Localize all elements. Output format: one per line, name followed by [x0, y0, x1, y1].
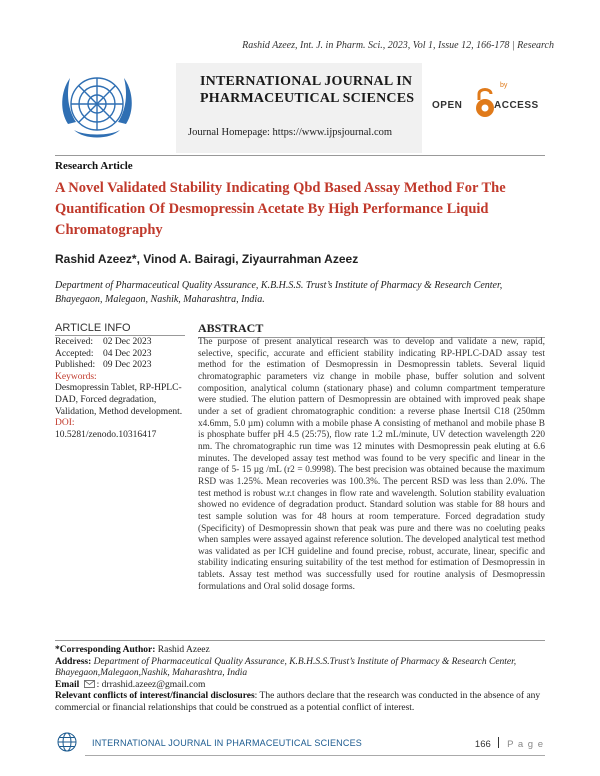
footer-journal-name: INTERNATIONAL JOURNAL IN PHARMACEUTICAL SCIENCES — [92, 738, 362, 748]
open-access-open-text: OPEN — [432, 100, 463, 111]
open-access-by-text: by — [500, 82, 508, 89]
journal-header-box — [176, 63, 422, 153]
author-list: Rashid Azeez*, Vinod A. Bairagi, Ziyaurrahman Azeez — [55, 252, 359, 266]
address-text: Department of Pharmaceutical Quality Assurance, K.B.H.S.S.Trust’s Institute of Pharmacy & Research Center, Bhayegaon,Malegaon,Nashik, Maharashtra, India — [55, 656, 517, 678]
received-label: Received: — [55, 337, 93, 347]
article-title: A Novel Validated Stability Indicating Qbd Based Assay Method For The Quantification Of Desmopressin Acetate By High Performance Liquid Chromatography — [55, 180, 506, 238]
email — [55, 680, 545, 692]
published-date: 09 Dec 2023 — [103, 360, 152, 371]
page-number: 166 — [474, 739, 491, 750]
running-head: Rashid Azeez, Int. J. in Pharm. Sci., 2023, Vol 1, Issue 12, 166-178 | Research — [242, 40, 554, 51]
journal-title-line2: PHARMACEUTICAL SCIENCES — [200, 91, 415, 106]
article-type: Research Article — [55, 160, 133, 172]
accepted-row — [55, 349, 190, 361]
corresponding-author — [55, 645, 545, 657]
page-word: P a g e — [507, 739, 544, 750]
header-divider — [55, 155, 545, 156]
author-affiliation: Department of Pharmaceutical Quality Assurance, K.B.H.S.S. Trust’s Institute of Pharmacy & Research Center, Bhayegaon, Malegaon, Nashik, Maharashtra, India. — [55, 280, 503, 305]
corresponding-author-label: *Corresponding Author: — [55, 645, 156, 655]
doi-link[interactable]: 10.5281/zenodo.10316417 — [55, 429, 157, 440]
conflict-text: : The authors declare that the research was conducted in the absence of any commercial or financial relationships that could be construed as a potential conflict of interest. — [55, 691, 541, 713]
article-info-heading: ARTICLE INFO — [55, 322, 185, 336]
conflict-label: Relevant conflicts of interest/financial disclosures — [55, 691, 255, 701]
received-row — [55, 337, 190, 349]
email-address[interactable]: : drrashid.azeez@gmail.com — [96, 679, 206, 690]
journal-title — [200, 73, 414, 107]
address — [55, 657, 545, 680]
abstract-body: The purpose of present analytical research was to develop and validate a new, rapid, selective, specific, accurate and efficient stability indicating RP-HPLC-DAD assay test method for the estimation of Desmopressin in Desmopressin tablets. Several liquid chromatographic parameters viz change in mobile phase, buffer solution and solvent composition, analytical column (stationary phase) and column compartment temperature were studied. The elution pattern of Desmopressin are obtained with improved peak shape under a set of gradient chromatographic condition: a reverse phase Inertsil C18 (250mm x4.6mm, 5.0 µm) column with a mobile phase A consisting of methanol and mobile phase B is phosphate buffer pH 4.5 (25:75), flow rate 1.2 mL/minute, UV detection wavelength 220 nm. The chromatographic run time was 12 minutes with Desmopressin peak eluting at 6.6 minutes. The developed assay test method was found to be very specific and linear in the range of 5- 15 µg /mL (r2 = 0.9998). The best precision was obtained because the maximum RSD was 1.25%. Mean recoveries was 100.3%. The percent RSD was less than 2.0%. The test method is robust w.r.t changes in flow rate and wavelength. Solution stability evaluation showed no evidence of degradation product. Standard solution was stable for 88 hours and test sample solution was for 48 hours at room temperature. Forced degradation study (Specificity) of Desmopressin shown that peak was pure and there was no coeluting peaks when samples were assayed against reference solution. The developed analytical test method was validated as per ICH guideline and found precise, robust, accurate, linear, specific and stability indicating ensuring suitability of the test method for estimation of Desmopressin in tablets. Assay test method was successfully used for routine analysis of Desmopressin formulations and Oral solid dosage forms. — [198, 337, 545, 592]
address-label: Address: — [55, 656, 92, 667]
globe-icon — [56, 731, 78, 753]
email-label: Email — [55, 679, 80, 690]
accepted-date: 04 Dec 2023 — [103, 348, 152, 359]
accepted-label: Accepted: — [55, 348, 94, 359]
published-row — [55, 360, 190, 372]
doi-label: DOI: — [55, 418, 75, 429]
envelope-icon — [84, 680, 95, 688]
keywords-list: Desmopressin Tablet, RP-HPLC-DAD, Forced degradation, Validation, Method development. — [55, 383, 183, 417]
footer-divider — [85, 755, 545, 756]
conflict-statement — [55, 691, 545, 714]
published-label: Published: — [55, 360, 96, 371]
keywords-label: Keywords: — [55, 371, 97, 382]
un-emblem-icon — [54, 64, 140, 150]
received-date: 02 Dec 2023 — [103, 337, 152, 347]
corresponding-author-name: Rashid Azeez — [155, 645, 210, 655]
journal-homepage-link[interactable]: Journal Homepage: https://www.ijpsjournal.com — [188, 127, 393, 138]
open-access-access-text: ACCESS — [494, 100, 539, 111]
abstract-divider — [55, 640, 545, 641]
correspondence-block — [55, 645, 545, 714]
open-lock-icon — [474, 84, 496, 120]
page-indicator — [475, 737, 544, 750]
abstract-heading: ABSTRACT — [198, 321, 545, 338]
open-access-badge — [430, 84, 550, 130]
article-info-panel — [55, 337, 190, 441]
journal-title-line1: INTERNATIONAL JOURNAL IN — [200, 74, 413, 89]
